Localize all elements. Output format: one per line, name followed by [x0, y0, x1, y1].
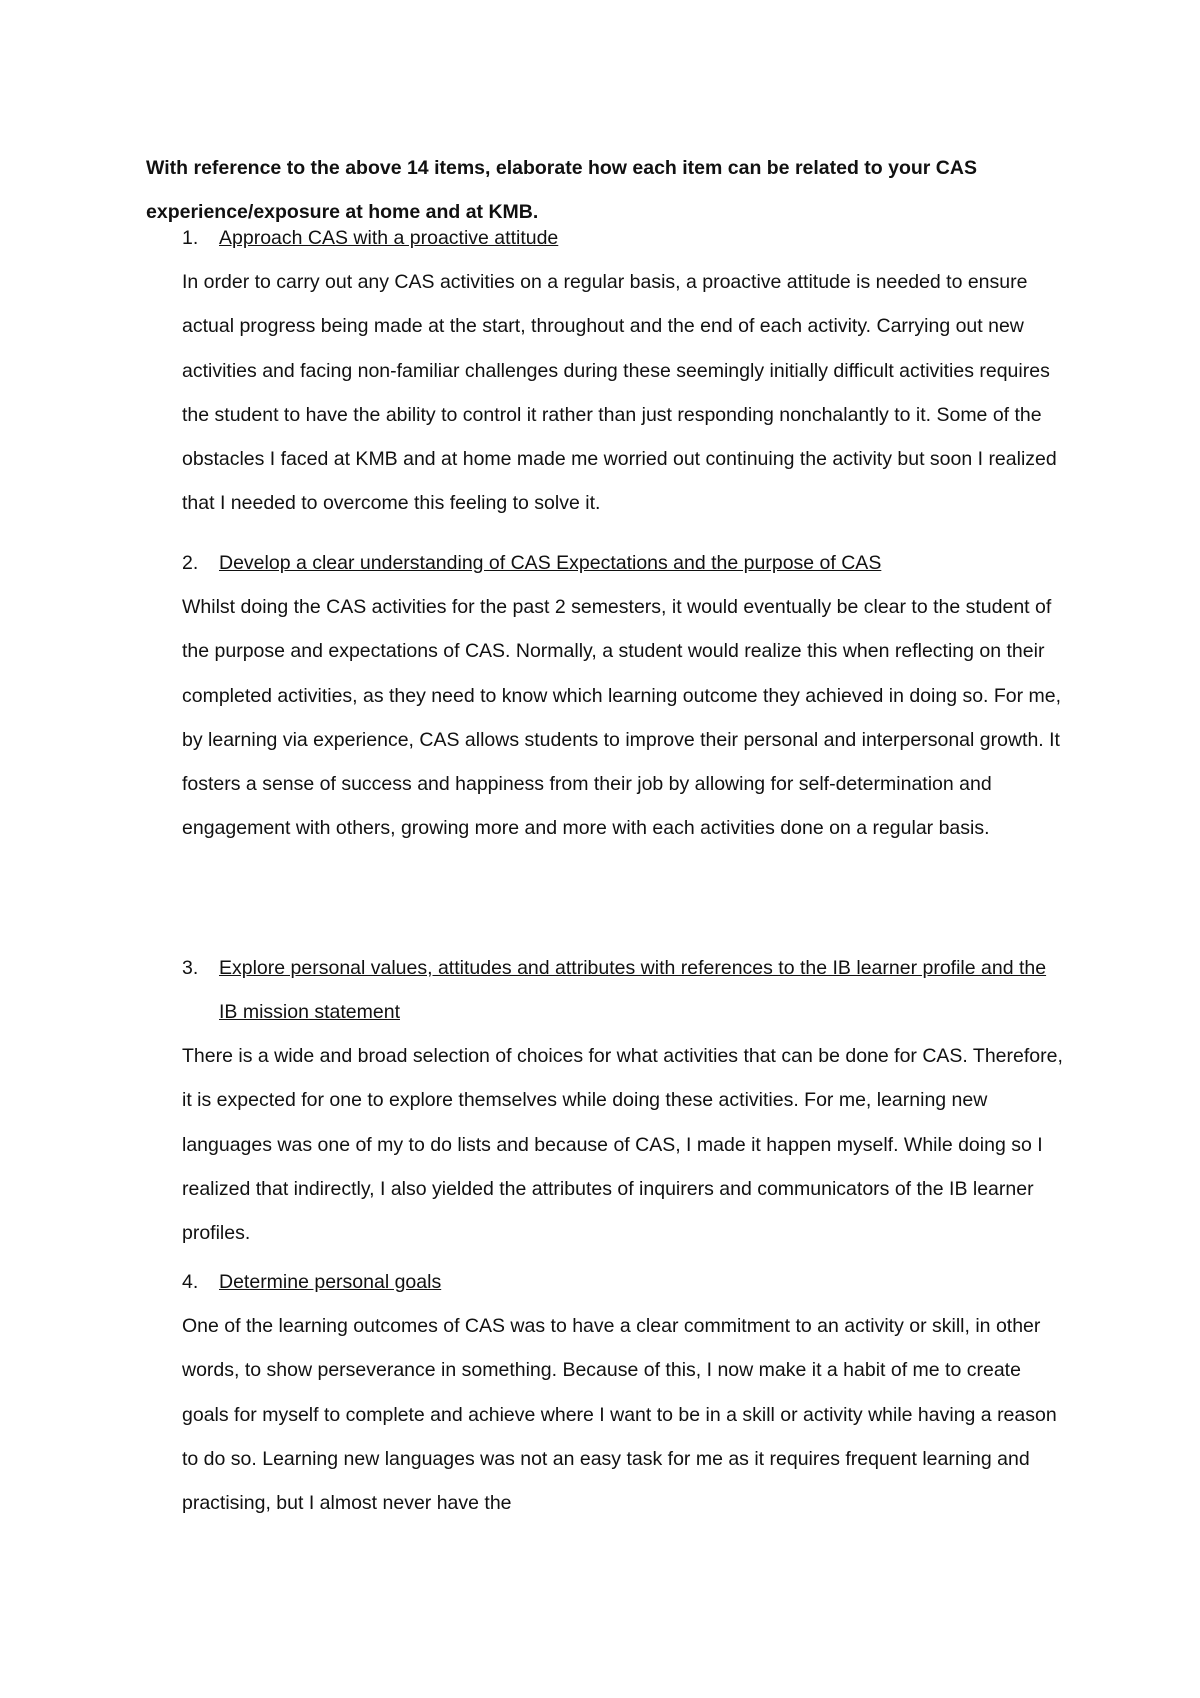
intro-prompt: With reference to the above 14 items, elaborate how each item can be related to your CAS experience/exposure at home and at KMB. — [146, 157, 977, 223]
item-number: 1. — [182, 227, 199, 249]
item-heading: Explore personal values, attitudes and attributes with references to the IB learner profile and the IB mission statement — [219, 957, 1047, 1023]
item-body: One of the learning outcomes of CAS was to have a clear commitment to an activity or skill, in other words, to show perseverance in something. Because of this, I now make it a habit of me to create goals for myself to complete and achieve where I want to be in a skill or activity while having a reason to do so. Learning new languages was not an easy task for me as it requires frequent learning and practising, but I almost never have the — [182, 1315, 1057, 1515]
item-body: There is a wide and broad selection of choices for what activities that can be done for CAS. Therefore, it is expected for one to explore themselves while doing these activities. For me, learning new languages was one of my to do lists and because of CAS, I made it happen myself. While doing so I realized that indirectly, I also yielded the attributes of inquirers and communicators of the IB learner profiles. — [182, 1045, 1063, 1245]
item-body: In order to carry out any CAS activities on a regular basis, a proactive attitude is needed to ensure actual progress being made at the start, throughout and the end of each activity. Carrying out new activities and facing non-familiar challenges during these seemingly initially difficult activities requires the student to have the ability to control it rather than just responding nonchalantly to it. Some of the obstacles I faced at KMB and at home made me worried out continuing the activity but soon I realized that I needed to overcome this feeling to solve it. — [182, 271, 1057, 515]
item-number: 4. — [182, 1271, 199, 1293]
item-number: 3. — [182, 957, 199, 979]
item-heading: Develop a clear understanding of CAS Expectations and the purpose of CAS — [219, 552, 882, 574]
item-heading: Determine personal goals — [219, 1271, 442, 1293]
item-number: 2. — [182, 552, 199, 574]
item-heading: Approach CAS with a proactive attitude — [219, 227, 559, 249]
item-body: Whilst doing the CAS activities for the past 2 semesters, it would eventually be clear to the student of the purpose and expectations of CAS. Normally, a student would realize this when reflecting on their completed activities, as they need to know which learning outcome they achieved in doing so. For me, by learning via experience, CAS allows students to improve their personal and interpersonal growth. It fosters a sense of success and happiness from their job by allowing for self-determination and engagement with others, growing more and more with each activities done on a regular basis. — [182, 596, 1062, 840]
